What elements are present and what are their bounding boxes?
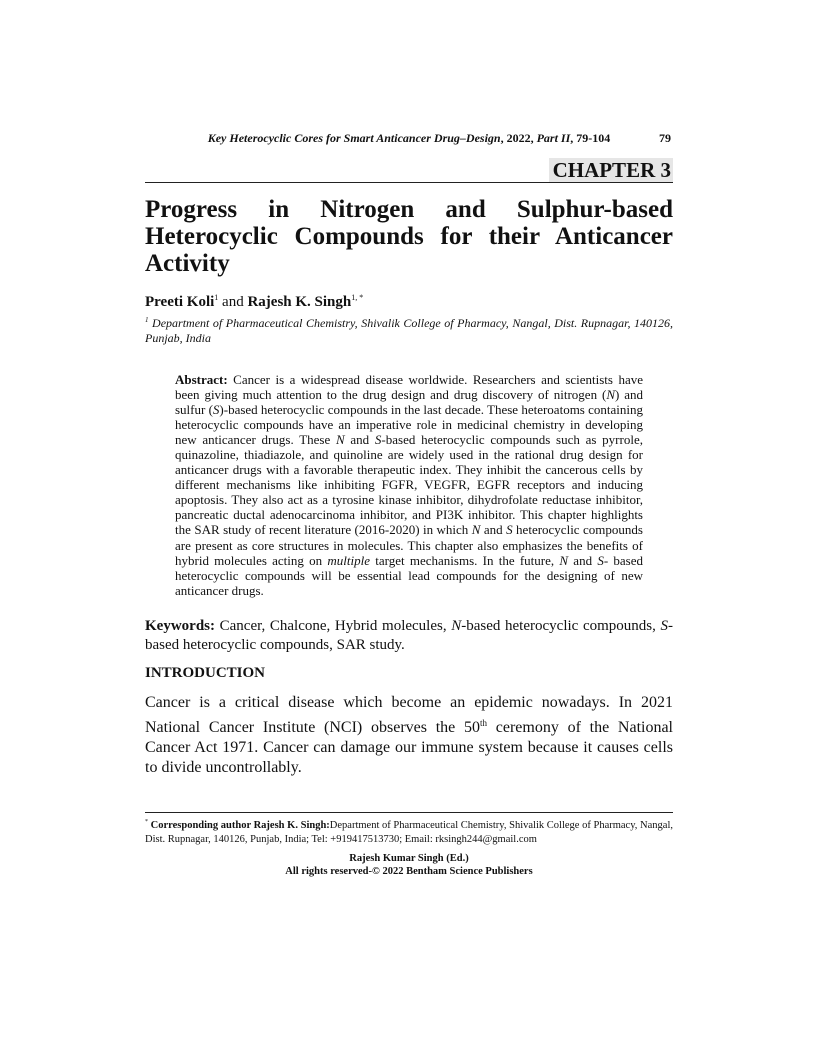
abstract-text: - based heterocyclic compounds will be essential lead compounds for the designing of new anticancer drugs. <box>175 552 643 598</box>
abstract-italic: S <box>597 552 604 568</box>
abstract-italic: multiple <box>327 552 371 568</box>
author-name: Preeti Koli <box>145 294 215 310</box>
abstract-italic: N <box>335 432 345 448</box>
abstract-text: and <box>480 522 507 538</box>
abstract-text: ) and sulfur ( <box>175 387 643 418</box>
abstract-italic: S <box>374 432 382 448</box>
chapter-title-line-1: Progress in Nitrogen and Sulphur-based <box>145 196 673 223</box>
keywords-label: Keywords: <box>145 618 215 634</box>
abstract-italic: N <box>606 387 615 403</box>
corresponding-author-footnote <box>145 815 673 847</box>
keywords-text: -based heterocyclic compounds, <box>461 618 661 634</box>
keywords-text: -based heterocyclic compounds, SAR study. <box>145 618 673 653</box>
abstract <box>175 372 643 598</box>
keywords-italic: N <box>451 618 462 634</box>
keywords <box>145 617 673 655</box>
affiliation-text: Department of Pharmaceutical Chemistry, Shivalik College of Pharmacy, Nangal, Dist. Rupnagar, 140126, Punjab, India <box>145 316 673 345</box>
header-separator: , <box>500 131 507 145</box>
header-part: Part II <box>536 131 571 145</box>
author-list <box>145 289 673 311</box>
header-year: 2022 <box>506 131 531 145</box>
footnote-divider <box>145 812 673 813</box>
abstract-text: Cancer is a widespread disease worldwide. Researchers and scientists have been giving much attention to the drug design and drug discovery of nitrogen ( <box>175 372 643 403</box>
abstract-text: and <box>568 552 598 568</box>
paragraph-text: ceremony of the National Cancer Act 1971. Cancer can damage our immune system because it causes cells to divide uncontrollably. <box>145 719 674 776</box>
keywords-italic: S <box>660 618 668 634</box>
abstract-text: heterocyclic compounds are present as core structures in molecules. This chapter also emphasizes the benefits of hybrid molecules acting on <box>175 522 643 568</box>
ordinal-superscript: th <box>480 718 488 728</box>
book-title: Key Heterocyclic Cores for Smart Anticancer Drug–Design <box>207 131 501 145</box>
abstract-label: Abstract: <box>175 372 228 387</box>
editor-line: Rajesh Kumar Singh (Ed.) <box>349 853 469 864</box>
affiliation-marker: 1, * <box>351 293 364 302</box>
abstract-text: )-based heterocyclic compounds in the last decade. These heteroatoms containing heterocyclic compounds have an imperative role in medicinal chemistry in developing new anticancer drugs. These <box>175 402 643 448</box>
publisher-info <box>145 852 673 878</box>
abstract-italic: N <box>471 522 481 538</box>
chapter-title-line-2: Heterocyclic Compounds for their Anticancer <box>145 223 673 250</box>
abstract-text: -based heterocyclic compounds such as pyrrole, quinazoline, thiadiazole, and quinoline are widely used in the rational drug design for anticancer drugs with a favorable therapeutic index. They inhibit the cancerous cells by different mechanisms like inhibiting FGFR, VEGFR, EGFR receptors and inducing apoptosis. They also act as a tyrosine kinase inhibitor, dihydrofolate reductase inhibitor, pancreatic ductal adenocarcinoma inhibitor, and PI3K inhibitor. This chapter highlights the SAR study of recent literature (2016-2020) in which <box>175 432 643 538</box>
header-pages: 79-104 <box>576 131 611 145</box>
chapter-label: CHAPTER 3 <box>549 158 673 182</box>
keywords-text: Cancer, Chalcone, Hybrid molecules, <box>215 618 452 634</box>
chapter-title-line-3: Activity <box>145 250 230 277</box>
footnote-marker: * <box>145 819 148 825</box>
abstract-italic: S <box>212 402 220 418</box>
footnote-label: Corresponding author Rajesh K. Singh: <box>150 820 330 831</box>
header-separator: , <box>570 131 577 145</box>
abstract-text: target mechanisms. In the future, <box>370 552 560 568</box>
affiliation <box>145 313 673 346</box>
paragraph-text: Cancer is a critical disease which become an epidemic nowadays. In 2021 National Cancer Institute (NCI) observes the 50 <box>145 694 673 736</box>
running-header <box>145 131 673 145</box>
author-conjunction: and <box>222 294 244 310</box>
header-separator: , <box>530 131 537 145</box>
page-number: 79 <box>659 131 671 145</box>
abstract-italic: N <box>559 552 569 568</box>
footnote-text: Department of Pharmaceutical Chemistry, Shivalik College of Pharmacy, Nangal, Dist. Rupnagar, 140126, Punjab, India; Tel: +919417513730; Email: rksingh244@gmail.com <box>145 820 674 845</box>
chapter-title <box>145 196 673 277</box>
abstract-text: and <box>344 432 375 448</box>
section-heading: INTRODUCTION <box>145 665 266 681</box>
abstract-italic: S <box>506 522 513 538</box>
introduction-paragraph <box>145 693 673 778</box>
author-name: Rajesh K. Singh <box>247 294 352 310</box>
affiliation-marker: 1 <box>214 293 219 302</box>
affiliation-marker: 1 <box>145 316 149 324</box>
chapter-divider <box>145 182 673 183</box>
rights-line: All rights reserved-© 2022 Bentham Science Publishers <box>285 866 533 877</box>
